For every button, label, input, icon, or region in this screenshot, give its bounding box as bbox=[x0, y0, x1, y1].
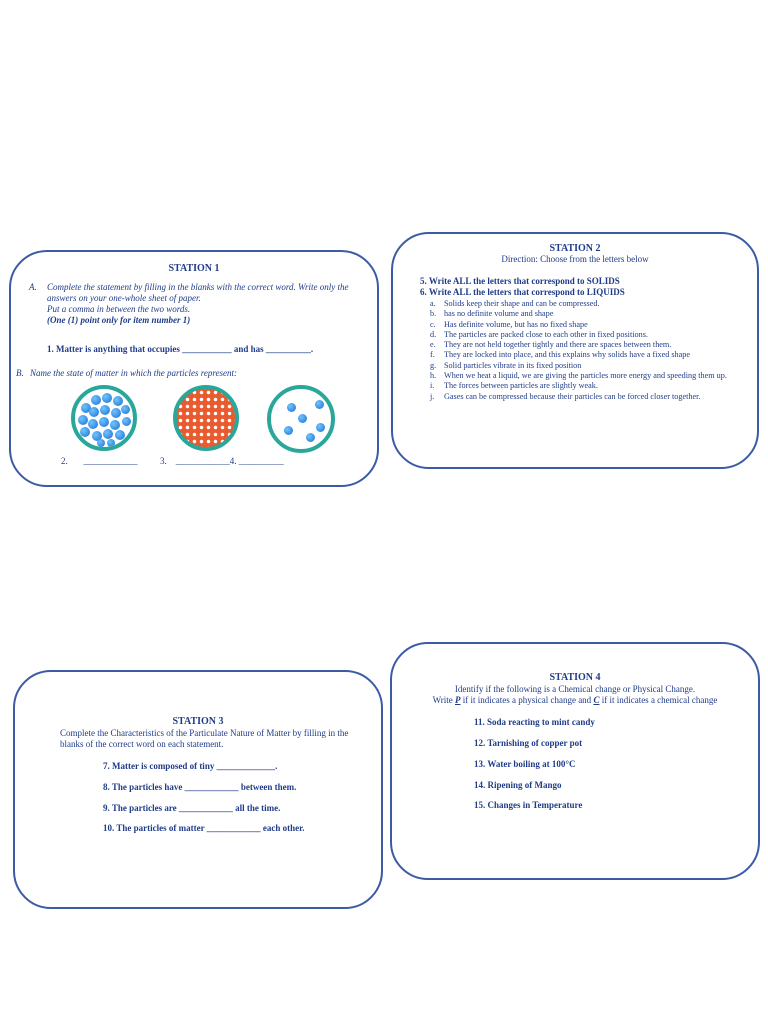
part-b-instructions bbox=[16, 368, 356, 379]
item-text: Has definite volume, but has no fixed shape bbox=[444, 319, 588, 329]
question-14: 14. Ripening of Mango bbox=[474, 780, 562, 790]
station-1-card bbox=[9, 250, 379, 487]
question-13: 13. Water boiling at 100°C bbox=[474, 759, 576, 769]
particle bbox=[316, 423, 325, 432]
instruction-text: if it indicates a physical change and bbox=[460, 695, 594, 705]
list-item bbox=[430, 299, 750, 309]
question-8: 8. The particles have ____________ between them. bbox=[103, 782, 297, 792]
station-4-card bbox=[390, 642, 760, 880]
gas-particles-image bbox=[267, 385, 335, 453]
part-a-line-2: Put a comma in between the two words. bbox=[47, 304, 191, 314]
particle bbox=[102, 393, 112, 403]
part-a-line-1: Complete the statement by filling in the blanks with the correct word. Write only the answers on your one-whole sheet of paper. bbox=[47, 282, 349, 303]
item-letter: e. bbox=[430, 340, 436, 350]
particle bbox=[103, 429, 113, 439]
particle bbox=[121, 405, 130, 414]
item-letter: j. bbox=[430, 391, 435, 401]
station-4-instruction-1: Identify if the following is a Chemical change or Physical Change. bbox=[454, 684, 696, 694]
station-3-title: STATION 3 bbox=[172, 716, 224, 727]
part-a-label: A. bbox=[29, 282, 37, 292]
question-12: 12. Tarnishing of copper pot bbox=[474, 738, 583, 748]
answer-blanks-2-4: 2. ____________ 3. ____________4. __________ bbox=[61, 456, 284, 466]
station-4-instruction-2 bbox=[392, 695, 758, 705]
particle bbox=[298, 414, 307, 423]
station-2-card bbox=[391, 232, 759, 469]
particle bbox=[97, 439, 105, 447]
item-text: Solid particles vibrate in its fixed position bbox=[444, 360, 582, 370]
particle bbox=[88, 419, 98, 429]
item-text: They are not held together tightly and there are spaces between them. bbox=[444, 340, 672, 350]
list-item bbox=[430, 392, 750, 402]
station-2-title: STATION 2 bbox=[549, 243, 601, 254]
question-15: 15. Changes in Temperature bbox=[474, 800, 583, 810]
list-item bbox=[430, 320, 750, 330]
particle bbox=[111, 408, 121, 418]
question-7: 7. Matter is composed of tiny _____________. bbox=[103, 761, 278, 771]
particle bbox=[284, 426, 293, 435]
item-letter: c. bbox=[430, 319, 436, 329]
particle bbox=[315, 400, 324, 409]
choices-list bbox=[430, 299, 750, 402]
station-1-title: STATION 1 bbox=[168, 263, 220, 274]
particle bbox=[91, 395, 101, 405]
particle bbox=[80, 427, 90, 437]
station-3-instructions: Complete the Characteristics of the Particulate Nature of Matter by filling in the blanks of the correct word on each statement. bbox=[60, 728, 349, 749]
question-6: 6. Write ALL the letters that correspond to LIQUIDS bbox=[420, 287, 625, 297]
particle bbox=[78, 415, 88, 425]
list-item bbox=[430, 309, 750, 319]
item-text: When we heat a liquid, we are giving the particles more energy and speeding them up. bbox=[444, 371, 727, 381]
item-letter: i. bbox=[430, 381, 435, 391]
item-text: The forces between particles are slightly weak. bbox=[444, 381, 598, 391]
list-item bbox=[430, 361, 750, 371]
item-text: The particles are packed close to each other in fixed positions. bbox=[444, 329, 648, 339]
particle bbox=[110, 420, 120, 430]
list-item bbox=[430, 381, 750, 391]
part-b-label: B. bbox=[16, 368, 24, 378]
item-text: has no definite volume and shape bbox=[444, 309, 554, 319]
item-letter: g. bbox=[430, 360, 437, 370]
particle bbox=[89, 407, 99, 417]
part-b-text: Name the state of matter in which the particles represent: bbox=[30, 368, 238, 378]
particle bbox=[113, 396, 123, 406]
particle bbox=[287, 403, 296, 412]
part-a-instructions bbox=[29, 282, 369, 326]
chemical-code: C bbox=[593, 695, 600, 705]
item-letter: h. bbox=[430, 371, 437, 381]
station-3-card bbox=[13, 670, 383, 909]
item-letter: a. bbox=[430, 299, 436, 308]
instruction-text: if it indicates a chemical change bbox=[599, 695, 718, 705]
question-9: 9. The particles are ____________ all the time. bbox=[103, 803, 281, 813]
item-text: They are locked into place, and this explains why solids have a fixed shape bbox=[444, 350, 691, 360]
list-item bbox=[430, 350, 750, 360]
particle bbox=[99, 417, 109, 427]
particle bbox=[306, 433, 315, 442]
question-11: 11. Soda reacting to mint candy bbox=[474, 717, 595, 727]
question-1: 1. Matter is anything that occupies ___________ and has __________. bbox=[47, 344, 314, 354]
particle bbox=[107, 439, 115, 447]
question-5: 5. Write ALL the letters that correspond to SOLIDS bbox=[420, 276, 620, 286]
particle bbox=[115, 430, 125, 440]
station-4-title: STATION 4 bbox=[549, 672, 601, 683]
particle bbox=[100, 405, 110, 415]
item-text: Gases can be compressed because their particles can be forced closer together. bbox=[444, 391, 701, 401]
list-item bbox=[430, 330, 750, 340]
question-10: 10. The particles of matter ____________ each other. bbox=[103, 823, 305, 833]
liquid-particles-image bbox=[173, 385, 239, 451]
item-letter: d. bbox=[430, 329, 437, 339]
item-letter: b. bbox=[430, 309, 437, 319]
list-item bbox=[430, 340, 750, 350]
part-a-line-3: (One (1) point only for item number 1) bbox=[47, 315, 191, 325]
solid-particles-image bbox=[71, 385, 137, 451]
list-item bbox=[430, 371, 750, 381]
item-letter: f. bbox=[430, 350, 435, 360]
station-2-direction: Direction: Choose from the letters below bbox=[501, 254, 649, 264]
physical-code: P bbox=[454, 695, 461, 705]
particle bbox=[122, 417, 131, 426]
instruction-text: Write bbox=[432, 695, 455, 705]
item-text: Solids keep their shape and can be compressed. bbox=[444, 299, 600, 308]
